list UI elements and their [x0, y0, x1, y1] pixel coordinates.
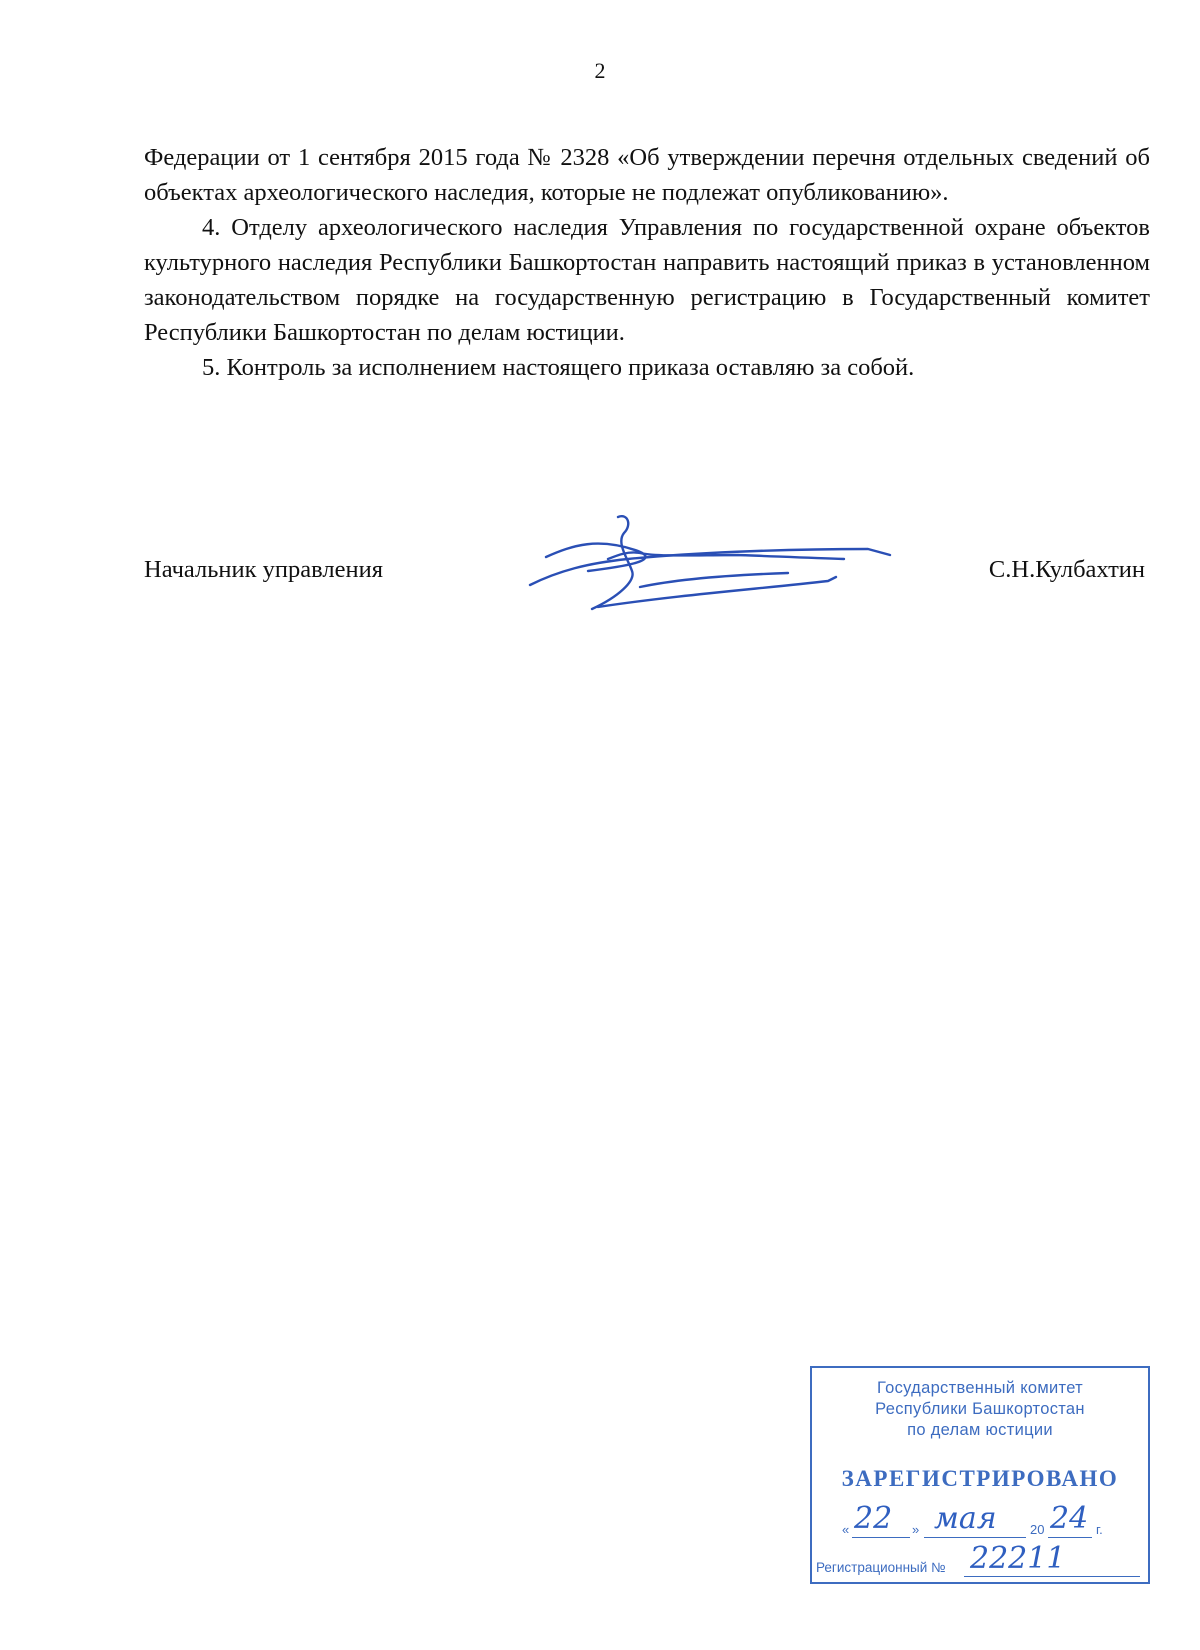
registration-stamp	[810, 1366, 1150, 1584]
stamp-organization	[812, 1378, 1148, 1441]
handwritten-signature	[528, 515, 918, 615]
stamp-year-unit: г.	[1096, 1522, 1103, 1537]
stamp-registration-line	[812, 1541, 1148, 1580]
stamp-status: ЗАРЕГИСТРИРОВАНО	[841, 1466, 1119, 1491]
signer-title: Начальник управления	[144, 556, 383, 583]
stamp-year-suffix: 24	[1050, 1501, 1089, 1536]
stamp-month: мая	[934, 1501, 997, 1536]
page-number: 2	[594, 58, 606, 83]
stamp-date-line	[812, 1501, 1148, 1540]
stamp-day-underline	[852, 1537, 910, 1538]
stamp-quote-close: »	[912, 1522, 920, 1537]
signer-name: С.Н.Кулбахтин	[988, 556, 1145, 583]
stamp-reg-label: Регистрационный №	[816, 1560, 946, 1575]
stamp-reg-underline	[964, 1576, 1140, 1577]
stamp-year-underline	[1048, 1537, 1092, 1538]
stamp-month-underline	[924, 1537, 1026, 1538]
paragraph-item-5: 5. Контроль за исполнением настоящего приказа оставляю за собой.	[202, 354, 915, 381]
stamp-year-prefix: 20	[1030, 1522, 1045, 1537]
stamp-reg-number: 22211	[970, 1541, 1066, 1576]
stamp-org-line: по делам юстиции	[907, 1421, 1053, 1439]
stamp-org-line: Государственный комитет	[877, 1379, 1083, 1397]
document-body	[144, 140, 1150, 385]
stamp-day: 22	[854, 1501, 893, 1536]
stamp-quote-open: «	[842, 1522, 850, 1537]
paragraph-item-4: 4. Отделу археологического наследия Управления по государственной охране объектов культурного наследия Республики Башкортостан направить настоящий приказ в установленном законодательством порядке на государственную регистрацию в Государственный комитет Республики Башкортостан по делам юстиции.	[144, 214, 1150, 346]
paragraph-continuation: Федерации от 1 сентября 2015 года № 2328 «Об утверждении перечня отдельных сведений об объектах археологического наследия, которые не подлежат опубликованию».	[144, 144, 1150, 206]
stamp-org-line: Республики Башкортостан	[875, 1400, 1085, 1418]
